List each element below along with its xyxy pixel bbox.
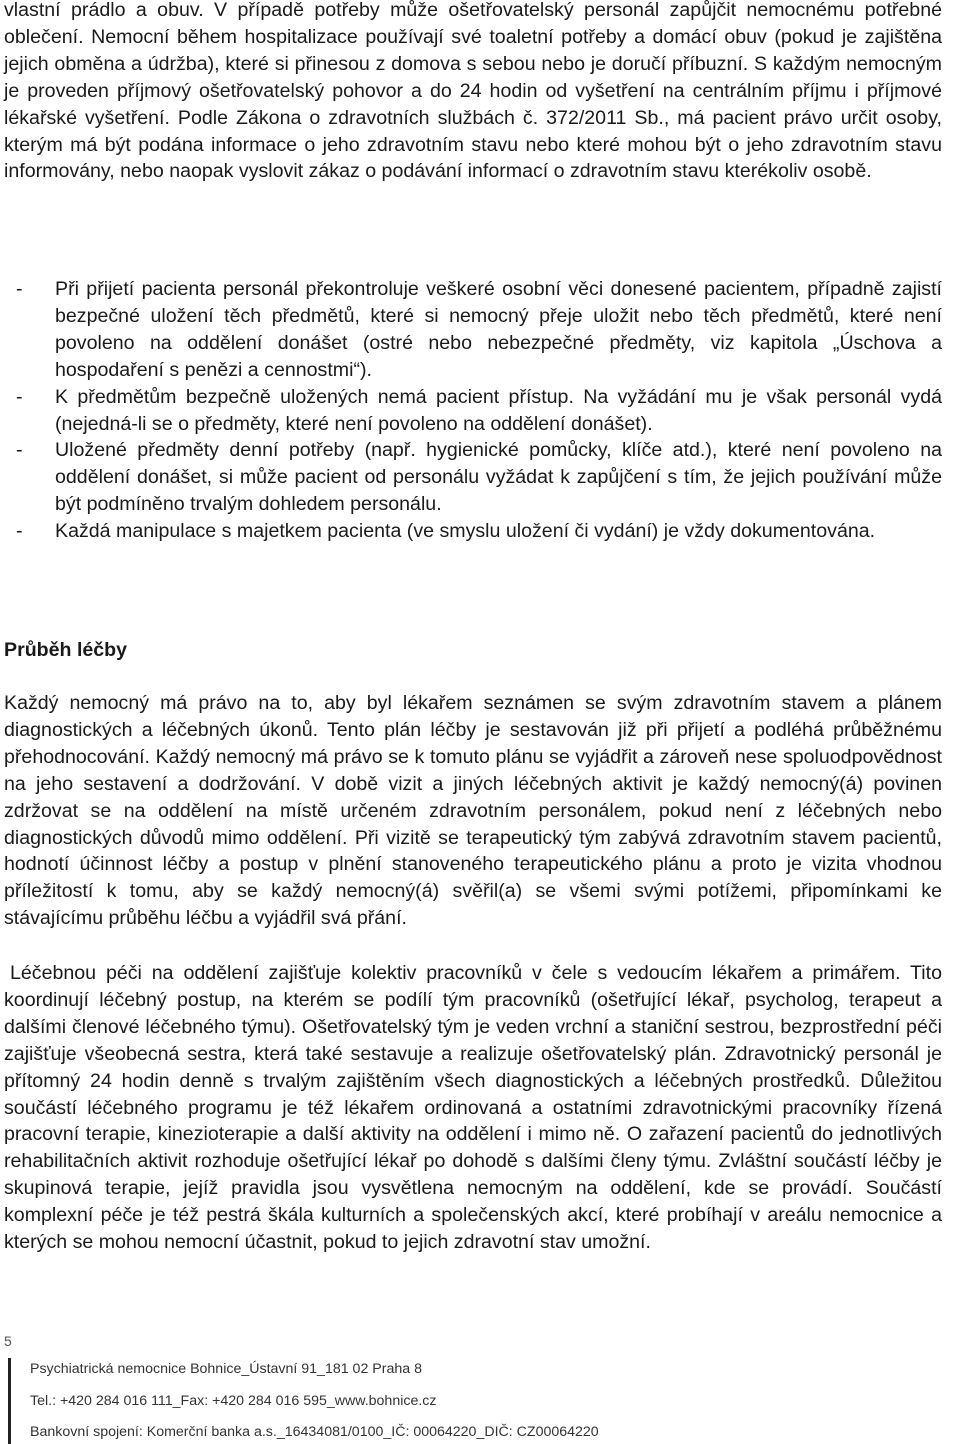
list-item xyxy=(4,384,942,438)
bullet-marker: - xyxy=(16,520,23,543)
bullet-text: K předmětům bezpečně uložených nemá pacient přístup. Na vyžádání mu je však personál vydá (nejedná-li se o předměty, které není povoleno na oddělení donášet). xyxy=(55,385,942,435)
treatment-paragraph-1: Každý nemocný má právo na to, aby byl lékařem seznámen se svým zdravotním stavem a plánem diagnostických a léčebných úkonů. Tento plán léčby je sestavován již při přijetí a podléhá průběžnému přehodnocování. Každý nemocný má právo se k tomuto plánu se vyjádřit a zároveň nese spoluodpovědnost na jeho sestavení a dodržování. V době vizit a jiných léčebných aktivit je každý nemocný(á) povinen zdržovat se na oddělení na místě určeném zdravotním personálem, pokud není z léčebných nebo diagnostických důvodů mimo oddělení. Při vizitě se terapeutický tým zabývá zdravotním stavem pacientů, hodnotí účinnost léčby a postup v plnění stanoveného terapeutického plánu a proto je vizita vhodnou příležitostí k tomu, aby se každý nemocný(á) svěřil(a) se všemi svými potížemi, připomínkami ke stávajícímu průběhu léčbu a vyjádřil svá přání. xyxy=(4,692,942,930)
list-item xyxy=(4,437,942,518)
footer-divider xyxy=(8,1358,11,1444)
bullet-marker: - xyxy=(16,278,23,300)
page-number: 5 xyxy=(4,1333,12,1349)
treatment-paragraph-2: Léčebnou péči na oddělení zajišťuje kolektiv pracovníků v čele s vedoucím lékařem a primářem. Tito koordinují léčebný postup, na kterém se podílí tým pracovníků (ošetřující lékař, psycholog, terapeut a dalšími členové léčebného týmu). Ošetřovatelský tým je veden vrchní a staniční sestrou, bezprostřední péči zajišťuje všeobecná sestra, která také sestavuje a realizuje ošetřovatelský plán. Zdravotnický personál je přítomný 24 hodin denně s trvalým zajištěním všech diagnostických a léčebných prostředků. Důležitou součástí léčebného programu je též lékařem ordinovaná a ostatními zdravotnickými pracovníky řízená pracovní terapie, kinezioterapie a další aktivity na oddělení i mimo ně. O zařazení pacientů do jednotlivých rehabilitačních aktivit rozhoduje ošetřující lékař po dohodě s dalšími členy týmu. Zvláštní součástí léčby je skupinová terapie, jejíž pravidla jsou vysvětlena nemocným na oddělení, kde se provádí. Součástí komplexní péče je též pestrá škála kulturních a společenských akcí, které probíhají v areálu nemocnice a kterých se mohou nemocní účastnit, pokud to jejich zdravotní stav umožní. xyxy=(4,962,942,1254)
footer-contact: Tel.: +420 284 016 111_Fax: +420 284 016 595_www.bohnice.cz xyxy=(30,1393,437,1409)
bullet-marker: - xyxy=(16,439,23,462)
bullet-text: Při přijetí pacienta personál překontroluje veškeré osobní věci donesené pacientem, případně zajistí bezpečné uložení těch předmětů, které si nemocný přeje uložit nebo těch předmětů, které není povoleno na oddělení donášet (ostré nebo nebezpečné předměty, viz kapitola „Úschova a hospodaření s penězi a cennostmi“). xyxy=(55,278,942,381)
section-heading: Průběh léčby xyxy=(4,639,128,661)
bullet-list xyxy=(4,276,942,545)
list-item xyxy=(4,276,942,384)
bullet-text: Každá manipulace s majetkem pacienta (ve smyslu uložení či vydání) je vždy dokumentována. xyxy=(55,520,876,543)
bullet-marker: - xyxy=(16,385,23,408)
footer-address: Psychiatrická nemocnice Bohnice_Ústavní 91_181 02 Praha 8 xyxy=(30,1361,422,1377)
list-item xyxy=(4,518,942,545)
footer-bank: Bankovní spojení: Komerční banka a.s._16434081/0100_IČ: 00064220_DIČ: CZ00064220 xyxy=(30,1424,599,1440)
bullet-text: Uložené předměty denní potřeby (např. hygienické pomůcky, klíče atd.), které není povoleno na oddělení donášet, si může pacient od personálu vyžádat k zapůjčení s tím, že jejich používání může být podmíněno trvalým dohledem personálu. xyxy=(55,439,942,516)
intro-paragraph: vlastní prádlo a obuv. V případě potřeby může ošetřovatelský personál zapůjčit nemocnému potřebné oblečení. Nemocní během hospitalizace používají své toaletní potřeby a domácí obuv (pokud je zajištěna jejich obměna a údržba), které si přinesou z domova s sebou nebo je doručí příbuzní. S každým nemocným je proveden příjmový ošetřovatelský pohovor a do 24 hodin od vyšetření na centrálním příjmu i příjmové lékařské vyšetření. Podle Zákona o zdravotních službách č. 372/2011 Sb., má pacient právo určit osoby, kterým má být podána informace o jeho zdravotním stavu nebo které mohou být o jeho zdravotním stavu informovány, nebo naopak vyslovit zákaz o podávání informací o zdravotním stavu kterékoliv osobě. xyxy=(4,0,942,183)
